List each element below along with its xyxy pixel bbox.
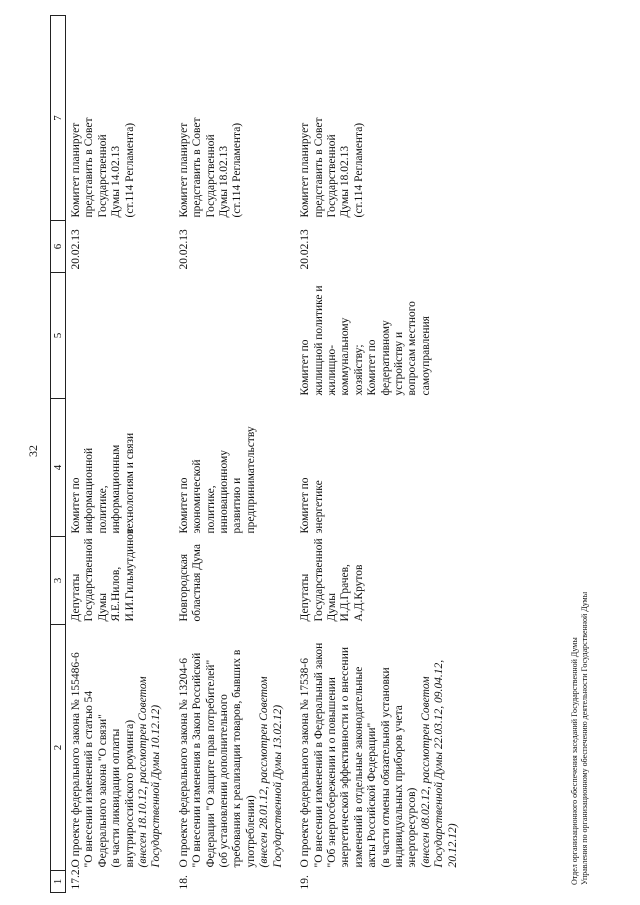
committee-plan: Комитет планирует представить в Совет Государственной Думы 18.02.13 (ст.114 Регламента) (299, 117, 365, 218)
deadline-date: 20.02.13 (70, 229, 82, 270)
column-number-row (51, 16, 66, 893)
initiator: Депутаты Государственной Думы Я.Е.Нилов, И.И.Гильмутдинов (70, 528, 136, 622)
column-number: 3 (51, 537, 66, 625)
deadline-date: 20.02.13 (299, 229, 312, 270)
bill-description (66, 625, 174, 871)
footer-line: Отдел организационного обеспечения заседаний Государственной Думы (570, 637, 579, 885)
footer-line: Управления по организационному обеспечению деятельности Государственной Думы (580, 591, 589, 885)
bill-note: (внесен 08.02.12, рассмотрен Советом Государственной Думы 22.03.12, 09.04.12, 20.12.12) (419, 659, 459, 868)
column-number: 4 (51, 399, 66, 537)
committee-plan: Комитет планирует представить в Совет Государственной Думы 14.02.13 (ст.114 Регламента) (70, 117, 136, 218)
item-number: 19. (299, 875, 312, 890)
responsible-committee: Комитет по информационной политике, информационным технологиям и связи (70, 432, 136, 534)
co-executor-committee (174, 273, 295, 399)
deadline-date: 20.02.13 (177, 229, 190, 270)
item-number: 17.2. (70, 866, 82, 890)
bill-title: О проекте федерального закона № 17538-6 "О внесении изменений в Федеральный закон "Об энергосбережении и о повышении энергетической эффективности и о внесении изменений в отдельные законодательные акты Российской Федерации" (в части отмены обязательной установки индивидуальных приборов учета энергоресурсов) (299, 642, 419, 868)
bill-title: О проекте федерального закона № 155486-6 "О внесении изменений в статью 54 Федерального закона "О связи" (в части ликвидации оплаты внутрироссийского роуминга) (70, 652, 136, 868)
column-number: 2 (51, 625, 66, 871)
initiator: Депутаты Государственной Думы И.Д.Грачев, А.Д.Крутов (299, 538, 365, 622)
responsible-committee: Комитет по экономической политике, инновационному развитию и предпринимательству (177, 426, 257, 534)
table-row (174, 16, 295, 893)
column-number: 7 (51, 16, 66, 221)
page-footer (570, 592, 590, 885)
bill-description (295, 625, 470, 871)
page-number: 32 (26, 445, 40, 457)
column-number: 1 (51, 871, 66, 893)
item-number: 18. (177, 875, 190, 890)
initiator: Новгородская областная Дума (177, 544, 204, 622)
bill-title: О проекте федерального закона № 13204-6 "О внесении изменения в Закон Российской Федерации "О защите прав потребителей" (об установлении дополнительного требования к реализации товаров, бывших в употреблении) (177, 649, 257, 868)
co-executor-committee (66, 273, 174, 399)
co-executor-committee: Комитет по жилищной политике и жилищно- коммунальному хозяйству; Комитет по федеративному устройству и вопросам местного самоуправления (299, 285, 432, 396)
column-number: 5 (51, 273, 66, 399)
bill-description (174, 625, 295, 871)
column-number: 6 (51, 221, 66, 273)
responsible-committee: Комитет по энергетике (299, 477, 325, 534)
bill-note: (внесен 28.01.12, рассмотрен Советом Государственной Думы 13.02.12) (258, 676, 284, 868)
table-row (295, 16, 470, 893)
agenda-table (50, 15, 470, 893)
table-row (66, 16, 174, 893)
bill-note: (внесен 18.10.12, рассмотрен Советом Государственной Думы 10.12.12) (137, 676, 163, 868)
committee-plan: Комитет планирует представить в Совет Государственной Думы 18.02.13 (ст.114 Регламента) (177, 117, 244, 218)
